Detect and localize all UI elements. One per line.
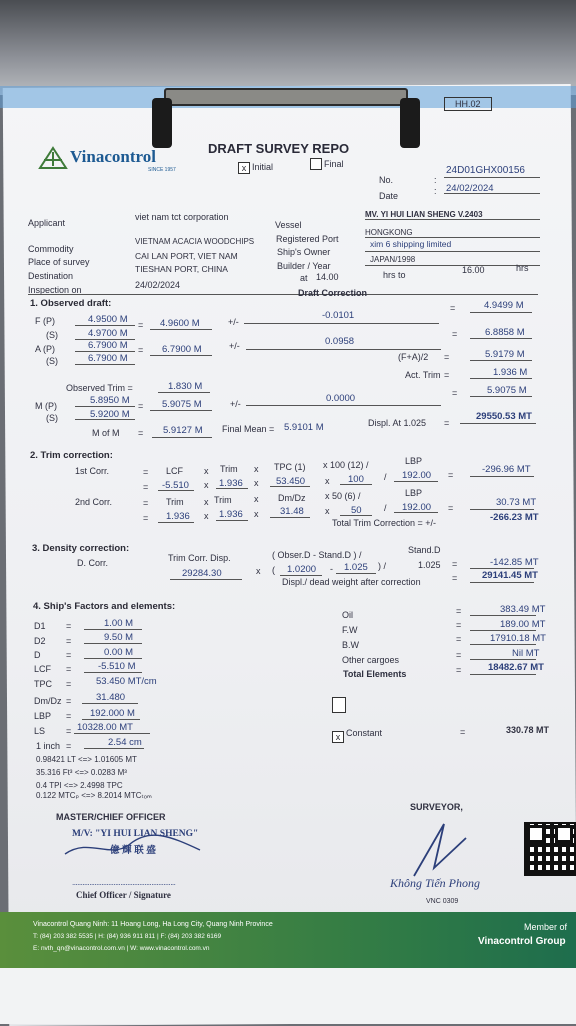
scale-logo-icon: [38, 146, 68, 170]
clip-bar: [164, 88, 408, 106]
surveyor-signature-icon: [404, 818, 474, 882]
commodity-label: Commodity: [28, 244, 74, 254]
factor-value: 31.480: [96, 692, 126, 703]
total-trim-value: -266.23 MT: [490, 512, 539, 523]
obs-d-value: 1.0200: [287, 564, 317, 575]
conversion-line: 35.316 Ft³ <=> 0.0283 M³: [36, 768, 127, 777]
footer-member: Member of: [524, 922, 568, 932]
eq-sign: =: [138, 401, 144, 411]
inspection-label: Inspection on: [28, 285, 82, 295]
trim1-value: 1.936: [219, 478, 243, 489]
trim-corr-disp-label: Trim Corr. Disp.: [168, 553, 231, 563]
f-result: 4.9499 M: [484, 300, 524, 311]
pm-sign: +/-: [228, 317, 239, 327]
doc-title: DRAFT SURVEY REPO: [208, 141, 350, 156]
to-value: 16.00: [462, 265, 485, 275]
ap-label: A (P): [35, 344, 56, 354]
eq-sign: =: [143, 498, 149, 508]
draft-correction-heading: Draft Correction: [298, 288, 368, 298]
lbp2-value: 192.00: [402, 502, 432, 513]
ship-factors-heading: 4. Ship's Factors and elements:: [33, 601, 176, 612]
mp-value: 5.8950 M: [90, 395, 130, 406]
std-d-value: 1.025: [344, 562, 368, 573]
displ-label: Displ. At 1.025: [368, 418, 427, 428]
factor-key: D2: [34, 636, 46, 646]
footer-address: Vinacontrol Quang Ninh: 11 Hoang Long, Ha Long City, Quang Ninh Province: [33, 921, 273, 928]
hrs-label: hrs: [516, 263, 529, 273]
footer-phone: T: (84) 203 382 5535 | H: (84) 936 911 811 | F: (84) 203 382 6169: [33, 933, 222, 940]
clip-arm-left: [152, 98, 172, 148]
factor-value: -5.510 M: [98, 661, 136, 672]
registered-port-value: HONGKONG: [365, 228, 413, 237]
element-value: 189.00 MT: [500, 619, 546, 630]
act-trim-label: Act. Trim: [405, 370, 441, 380]
master-label: MASTER/CHIEF OFFICER: [56, 812, 166, 822]
fp-value: 4.9500 M: [88, 314, 128, 325]
times-sign: x: [254, 494, 259, 504]
first-corr-label: 1st Corr.: [75, 466, 110, 476]
date-value: 24/02/2024: [446, 183, 494, 194]
eq-sign: =: [450, 303, 456, 313]
element-value: Nil MT: [512, 648, 540, 659]
observed-trim-value: 1.830 M: [168, 381, 203, 392]
trim-label: Trim: [166, 497, 184, 507]
element-value: 18482.67 MT: [488, 662, 544, 673]
t1-value: 1.936: [166, 511, 190, 522]
tpc-value: 53.450: [276, 476, 306, 487]
times-sign: x: [256, 566, 261, 576]
fa2-value: 5.9179 M: [485, 349, 525, 360]
conversion-line: 0.98421 LT <=> 1.01605 MT: [36, 755, 137, 764]
x100-label: x 100 (12) /: [323, 460, 369, 470]
std-d-denom: 1.025: [418, 560, 441, 570]
element-key: Other cargoes: [342, 655, 400, 665]
footer-group: Vinacontrol Group: [478, 936, 566, 947]
times-sign: x: [204, 480, 209, 490]
second-corr-result: 30.73 MT: [496, 497, 537, 508]
trim-corr-disp-value: 29284.30: [182, 568, 222, 579]
after-correction-label: Displ./ dead weight after correction: [282, 577, 421, 587]
factor-key: LS: [34, 726, 46, 736]
eq-sign: =: [143, 482, 149, 492]
f-corr: -0.0101: [322, 310, 355, 321]
final-mean-label: Final Mean =: [222, 424, 275, 434]
constant-value: 330.78 MT: [506, 725, 550, 735]
factor-value: 53.450 MT/cm: [96, 676, 157, 687]
ms-label: (S): [46, 413, 58, 423]
as-label: (S): [46, 356, 58, 366]
clip-arm-right: [400, 98, 420, 148]
fs-label: (S): [46, 330, 58, 340]
dmdz-label: Dm/Dz: [278, 493, 306, 503]
registered-port-label: Registered Port: [276, 234, 339, 244]
eq-sign: =: [452, 559, 458, 569]
lbp-label: LBP: [405, 488, 423, 498]
since-text: SINCE 1957: [148, 167, 176, 173]
times-sign: x: [204, 497, 209, 507]
initial-checkbox[interactable]: x: [238, 162, 250, 174]
std-d-label: Stand.D: [408, 545, 441, 555]
second-corr-label: 2nd Corr.: [75, 497, 113, 507]
constant-checkbox[interactable]: x: [332, 731, 344, 743]
mp-label: M (P): [35, 401, 57, 411]
vessel-value: MV. YI HUI LIAN SHENG V.2403: [365, 210, 483, 219]
factor-value: 9.50 M: [104, 632, 134, 643]
fs-value: 4.9700 M: [88, 328, 128, 339]
factor-key: D1: [34, 621, 46, 631]
fp-label: F (P): [35, 316, 55, 326]
times-sign: x: [254, 509, 259, 519]
density-result: -142.85 MT: [490, 557, 539, 568]
top-code-box: HH.02: [444, 97, 492, 111]
observed-draft-heading: 1. Observed draft:: [30, 298, 112, 309]
owner-value: xim 6 shipping limited: [370, 239, 452, 249]
final-mean-value: 5.9101 M: [284, 422, 324, 433]
eq-sign: =: [143, 513, 149, 523]
times-sign: x: [204, 511, 209, 521]
builder-label: Builder / Year: [277, 261, 331, 271]
eq-sign: =: [452, 329, 458, 339]
qr-code[interactable]: [524, 822, 576, 876]
fifty-value: 50: [351, 505, 362, 516]
m-result: 5.9075 M: [487, 385, 527, 396]
total-trim-label: Total Trim Correction = +/-: [332, 518, 437, 528]
ms-value: 5.9200 M: [90, 409, 130, 420]
no-value: 24D01GHX00156: [446, 165, 525, 176]
company-logo-text: Vinacontrol: [70, 147, 156, 166]
conversion-line: 0.4 TPI <=> 2.4998 TPC: [36, 781, 123, 790]
lcf-value: -5.510: [162, 480, 189, 491]
surveyor-label: SURVEYOR,: [410, 802, 463, 812]
pm-sign: +/-: [229, 341, 240, 351]
final-label: Final: [324, 159, 344, 169]
commodity-value: VIETNAM ACACIA WOODCHIPS: [135, 237, 255, 246]
density-correction-heading: 3. Density correction:: [32, 543, 130, 554]
factor-value: 192.000 M: [90, 708, 135, 719]
background-desk: [0, 0, 576, 95]
as-value: 6.7900 M: [88, 353, 128, 364]
empty-checkbox[interactable]: [332, 697, 346, 713]
lbp-label: LBP: [405, 456, 423, 466]
lcf-label: LCF: [166, 466, 184, 476]
vessel-label: Vessel: [275, 220, 302, 230]
at-label: at: [300, 273, 308, 283]
eq-sign: =: [138, 345, 144, 355]
fa2-label: (F+A)/2: [398, 352, 429, 362]
element-key: Oil: [342, 610, 353, 620]
element-key: Total Elements: [343, 669, 407, 679]
final-checkbox[interactable]: [310, 158, 322, 170]
at-value: 14.00: [316, 272, 339, 282]
element-key: B.W: [342, 640, 359, 650]
a-mean: 6.7900 M: [162, 344, 202, 355]
factor-value: 1.00 M: [104, 618, 134, 629]
eq-sign: =: [444, 352, 450, 362]
chief-officer-label: Chief Officer / Signature: [76, 890, 171, 900]
master-signature-icon: [60, 832, 210, 862]
element-value: 383.49 MT: [500, 604, 546, 615]
destination-value: TIESHAN PORT, CHINA: [135, 264, 228, 274]
trim-label: Trim: [214, 495, 232, 505]
m-corr: 0.0000: [326, 393, 356, 404]
factor-key: LCF: [34, 664, 52, 674]
factor-key: LBP: [34, 711, 52, 721]
destination-label: Destination: [28, 271, 74, 281]
a-result: 6.8858 M: [485, 327, 525, 338]
times-sign: x: [254, 464, 259, 474]
tpc-label: TPC (1): [274, 462, 306, 472]
dcorr-label: D. Corr.: [77, 558, 109, 568]
mom-value: 5.9127 M: [163, 425, 203, 436]
factor-key: 1 inch: [36, 741, 61, 751]
x50-label: x 50 (6) /: [325, 491, 361, 501]
lbp1-value: 192.00: [402, 470, 432, 481]
no-label: No.: [379, 175, 394, 185]
hrs-to-label: hrs to: [383, 270, 406, 280]
eq-sign: =: [448, 503, 454, 513]
footer: [0, 912, 576, 1024]
date-label: Date: [379, 191, 399, 201]
conversion-line: 0.122 MTCₚ <=> 8.2014 MTCₜₒₘ: [36, 791, 152, 800]
f-mean: 4.9600 M: [160, 318, 200, 329]
initial-label: Initial: [252, 162, 274, 172]
eq-sign: =: [444, 370, 450, 380]
factor-value: 2.54 cm: [108, 737, 142, 748]
eq-sign: =: [444, 418, 450, 428]
ap-value: 6.7900 M: [88, 340, 128, 351]
inspection-value: 24/02/2024: [135, 280, 181, 290]
element-key: F.W: [342, 625, 358, 635]
trim-label: Trim: [220, 464, 238, 474]
after-correction-value: 29141.45 MT: [482, 570, 538, 581]
footer-web[interactable]: E: nvth_qn@vinacontrol.com.vn | W: www.vinacontrol.com.vn: [33, 945, 210, 952]
mom-label: M of M: [92, 428, 120, 438]
factor-value: 10328.00 MT: [77, 722, 133, 733]
m-mean: 5.9075 M: [162, 399, 202, 410]
act-trim-value: 1.936 M: [493, 367, 528, 378]
t2-value: 1.936: [219, 509, 243, 520]
surveyor-code: VNC 0309: [426, 898, 459, 905]
element-value: 17910.18 MT: [490, 633, 546, 644]
applicant-value: viet nam tct corporation: [135, 212, 229, 222]
surveyor-name: Không Tiến Phong: [390, 876, 481, 890]
vessel-stamp-chinese: 億 輝 联 盛: [110, 845, 156, 856]
a-corr: 0.0958: [325, 336, 355, 347]
factor-key: Dm/Dz: [34, 696, 62, 706]
place-value: CAI LAN PORT, VIET NAM: [135, 251, 238, 261]
hundred-value: 100: [348, 474, 364, 485]
vessel-stamp-name: M/V: "YI HUI LIAN SHENG": [72, 829, 199, 839]
dmdz-value: 31.48: [280, 506, 304, 517]
eq-sign: =: [448, 470, 454, 480]
place-label: Place of survey: [28, 257, 90, 267]
builder-value: JAPAN/1998: [370, 255, 416, 264]
obs-std-label: ( Obser.D - Stand.D ) /: [272, 550, 362, 560]
owner-label: Ship's Owner: [277, 247, 331, 257]
applicant-label: Applicant: [28, 218, 66, 228]
times-sign: x: [204, 466, 209, 476]
factor-value: 0.00 M: [104, 647, 134, 658]
trim-correction-heading: 2. Trim correction:: [30, 450, 113, 461]
eq-sign: =: [143, 467, 149, 477]
times-sign: x: [325, 506, 330, 516]
factor-key: D: [34, 650, 41, 660]
eq-sign: =: [138, 320, 144, 330]
eq-sign: =: [138, 428, 144, 438]
factor-key: TPC: [34, 679, 52, 689]
constant-label: Constant: [346, 728, 383, 738]
displ-value: 29550.53 MT: [476, 411, 532, 422]
eq-sign: =: [452, 388, 458, 398]
times-sign: x: [325, 476, 330, 486]
eq-sign: =: [452, 573, 458, 583]
observed-trim-label: Observed Trim =: [66, 383, 133, 393]
first-corr-result: -296.96 MT: [482, 464, 531, 475]
pm-sign: +/-: [230, 399, 241, 409]
times-sign: x: [254, 478, 259, 488]
